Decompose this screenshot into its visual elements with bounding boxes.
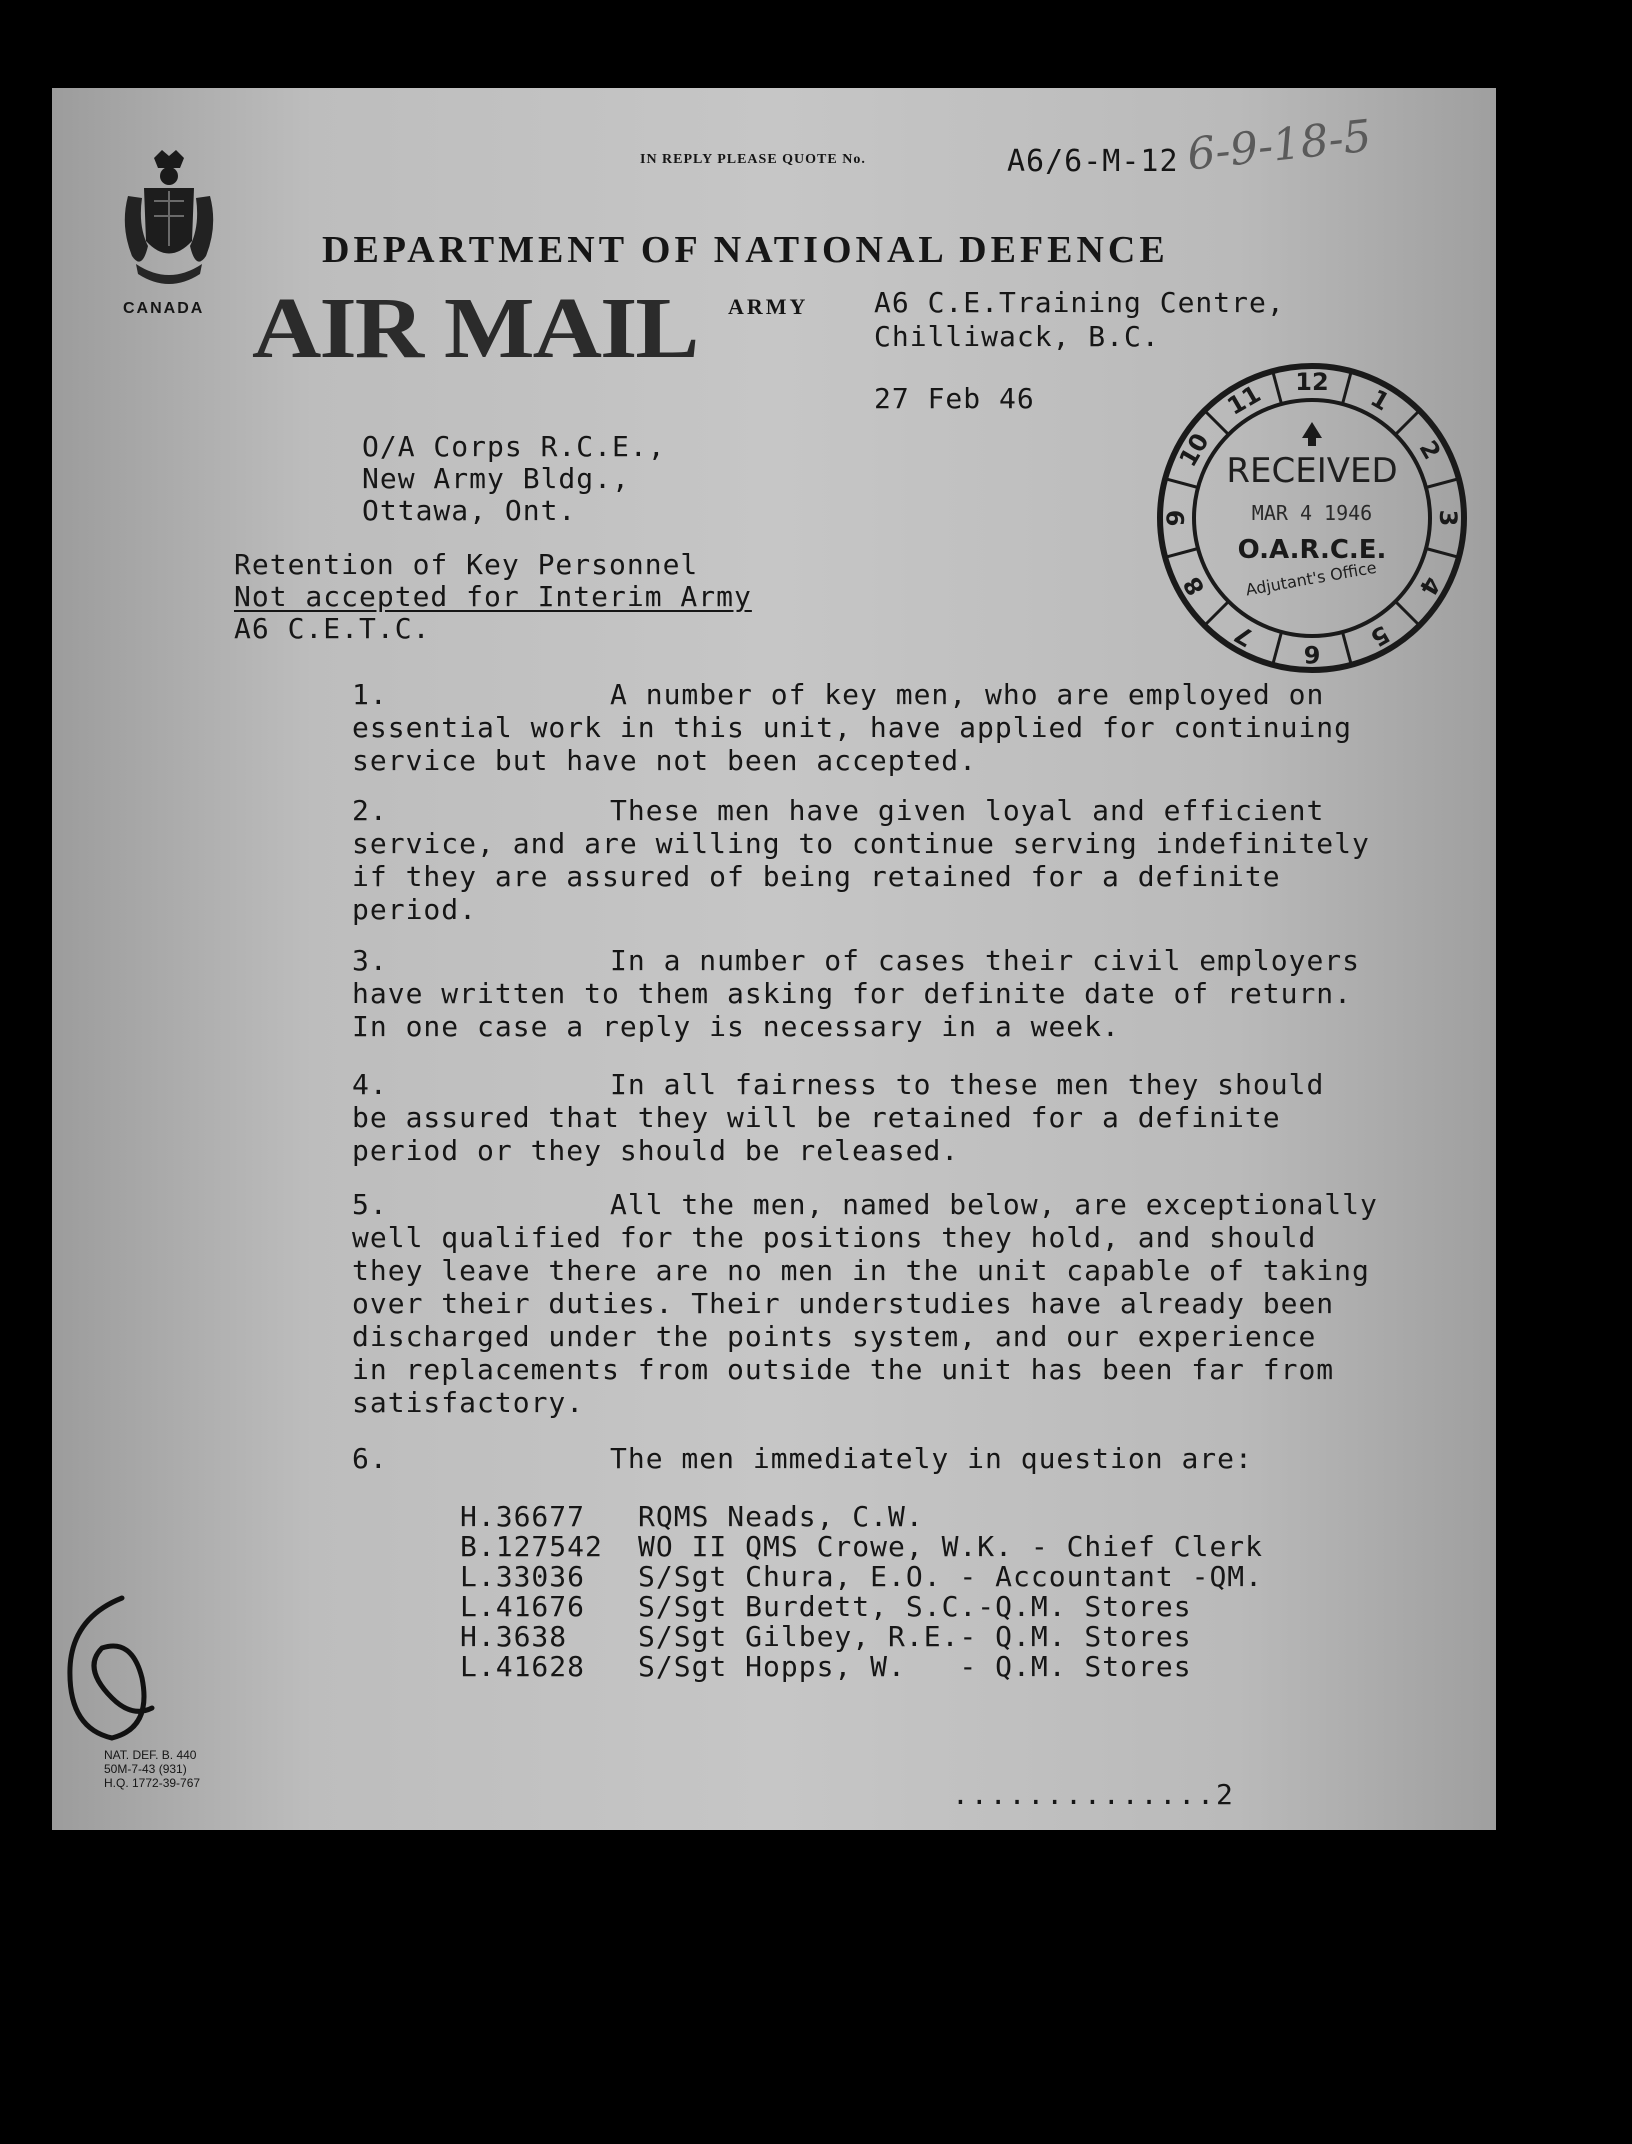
service-number: L.41628 <box>460 1650 586 1683</box>
paragraph-number: 4. <box>352 1068 388 1101</box>
letter-page <box>52 88 1496 1830</box>
stamp-dial-tick <box>1273 632 1282 665</box>
personnel-entry: WO II QMS Crowe, W.K. - Chief Clerk <box>638 1530 1264 1563</box>
list-item <box>460 1532 1263 1562</box>
service-number: L.33036 <box>460 1560 586 1593</box>
stamp-dial-numeral: 12 <box>1295 368 1329 396</box>
stamp-dial-tick <box>1205 411 1229 435</box>
paragraph-2 <box>352 794 1452 926</box>
handwritten-file-number: 6-9-18-5 <box>1184 110 1374 181</box>
recipient-line-2: New Army Bldg., <box>362 462 630 495</box>
subject-line-3: A6 C.E.T.C. <box>234 612 431 645</box>
recipient-line-3: Ottawa, Ont. <box>362 494 577 527</box>
stamp-dial-numeral: 3 <box>1434 509 1462 527</box>
paragraph-line: be assured that they will be retained for a definite <box>352 1101 1281 1134</box>
stamp-dial-tick <box>1343 632 1352 665</box>
paragraph-line: These men have given loyal and efficient <box>610 794 1325 827</box>
paragraph-line: have written to them asking for definite date of return. <box>352 977 1353 1010</box>
paragraph-line: In all fairness to these men they should <box>610 1068 1325 1101</box>
department-heading: DEPARTMENT OF NATIONAL DEFENCE <box>322 229 1169 271</box>
paragraph-6 <box>352 1442 1452 1475</box>
stamp-dial-numeral: 5 <box>1365 619 1395 653</box>
list-item <box>460 1502 1263 1532</box>
paragraph-line: service, and are willing to continue serving indefinitely <box>352 827 1370 860</box>
stamp-dial-tick <box>1343 371 1352 404</box>
paragraph-line: All the men, named below, are exceptionally <box>610 1188 1378 1221</box>
stamp-dial-numeral: 7 <box>1229 619 1259 653</box>
list-item <box>460 1652 1263 1682</box>
air-mail-stamp: AIR MAIL <box>252 279 698 377</box>
sender-line-2: Chilliwack, B.C. <box>874 320 1160 353</box>
stamp-dial-tick <box>1165 549 1198 558</box>
stamp-dial-tick <box>1426 549 1459 558</box>
paragraph-5 <box>352 1188 1452 1419</box>
paragraph-4 <box>352 1068 1452 1167</box>
stamp-emblem-icon <box>1302 422 1322 446</box>
page-continuation: ..............2 <box>952 1778 1235 1811</box>
paragraph-line: period. <box>352 893 478 926</box>
paragraph-3 <box>352 944 1452 1043</box>
paragraph-number: 5. <box>352 1188 388 1221</box>
paragraph-line: in replacements from outside the unit has been far from <box>352 1353 1335 1386</box>
paragraph-number: 3. <box>352 944 388 977</box>
paragraph-line: period or they should be released. <box>352 1134 960 1167</box>
stamp-dial-numeral: 11 <box>1222 379 1266 421</box>
paragraph-number: 6. <box>352 1442 388 1475</box>
file-number: A6/6-M-12 <box>1007 144 1179 179</box>
stamp-dial-numeral: 10 <box>1173 428 1215 472</box>
service-number: H.36677 <box>460 1500 586 1533</box>
paragraph-1 <box>352 678 1452 777</box>
country-label: CANADA <box>123 300 205 317</box>
personnel-entry: S/Sgt Hopps, W. - Q.M. Stores <box>638 1650 1192 1683</box>
stamp-dial-numeral: 4 <box>1413 571 1447 601</box>
paragraph-line: service but have not been accepted. <box>352 744 978 777</box>
branch-label: ARMY <box>728 294 809 319</box>
personnel-entry: S/Sgt Chura, E.O. - Accountant -QM. <box>638 1560 1264 1593</box>
paragraph-line: well qualified for the positions they hold, and should <box>352 1221 1317 1254</box>
personnel-entry: S/Sgt Burdett, S.C.-Q.M. Stores <box>638 1590 1192 1623</box>
paragraph-line: essential work in this unit, have applied for continuing <box>352 711 1353 744</box>
personnel-entry: RQMS Neads, C.W. <box>638 1500 924 1533</box>
stamp-date: MAR 4 1946 <box>1251 501 1373 525</box>
stamp-dial-tick <box>1426 479 1459 488</box>
stamp-dial-tick <box>1395 601 1419 625</box>
stamp-dial-tick <box>1273 371 1282 404</box>
stamp-office: Adjutant's Office <box>1244 557 1378 600</box>
service-number: L.41676 <box>460 1590 586 1623</box>
stamp-dial-numeral: 2 <box>1413 435 1447 465</box>
paragraph-line: satisfactory. <box>352 1386 585 1419</box>
personnel-list <box>460 1502 1263 1682</box>
paragraph-line: The men immediately in question are: <box>610 1442 1253 1475</box>
paragraph-line: discharged under the points system, and our experience <box>352 1320 1317 1353</box>
paragraph-line: they leave there are no men in the unit capable of taking <box>352 1254 1370 1287</box>
service-number: B.127542 <box>460 1530 603 1563</box>
paragraph-line: if they are assured of being retained for a definite <box>352 860 1281 893</box>
recipient-line-1: O/A Corps R.C.E., <box>362 430 666 463</box>
stamp-dial-numeral: 6 <box>1303 640 1321 668</box>
form-number: NAT. DEF. B. 440 50M-7-43 (931) H.Q. 1772-39-767 <box>104 1748 201 1790</box>
stamp-dial-numeral: 9 <box>1162 509 1190 527</box>
paragraph-line: In a number of cases their civil employers <box>610 944 1361 977</box>
handwritten-initial-icon <box>52 1588 172 1748</box>
subject-line-1: Retention of Key Personnel <box>234 548 699 581</box>
paragraph-line: In one case a reply is necessary in a week. <box>352 1010 1120 1043</box>
stamp-dial-tick <box>1165 479 1198 488</box>
stamp-dial-tick <box>1395 411 1419 435</box>
paragraph-line: over their duties. Their understudies have already been <box>352 1287 1335 1320</box>
stamp-organization: O.A.R.C.E. <box>1237 535 1387 565</box>
stamp-dial-tick <box>1205 601 1229 625</box>
letter-date: 27 Feb 46 <box>874 382 1035 415</box>
list-item <box>460 1562 1263 1592</box>
received-date-stamp <box>1152 358 1472 678</box>
paragraph-line: A number of key men, who are employed on <box>610 678 1325 711</box>
personnel-entry: S/Sgt Gilbey, R.E.- Q.M. Stores <box>638 1620 1192 1653</box>
canada-coat-of-arms-icon <box>114 146 224 306</box>
stamp-received-word: RECEIVED <box>1226 451 1398 491</box>
stamp-dial-numeral: 8 <box>1177 571 1211 601</box>
paragraph-number: 1. <box>352 678 388 711</box>
service-number: H.3638 <box>460 1620 568 1653</box>
list-item <box>460 1592 1263 1622</box>
paragraph-number: 2. <box>352 794 388 827</box>
reply-quote-label: IN REPLY PLEASE QUOTE No. <box>640 152 866 167</box>
list-item <box>460 1622 1263 1652</box>
stamp-dial-numeral: 1 <box>1365 383 1395 417</box>
subject-line-2: Not accepted for Interim Army <box>234 580 752 613</box>
sender-line-1: A6 C.E.Training Centre, <box>874 286 1285 319</box>
